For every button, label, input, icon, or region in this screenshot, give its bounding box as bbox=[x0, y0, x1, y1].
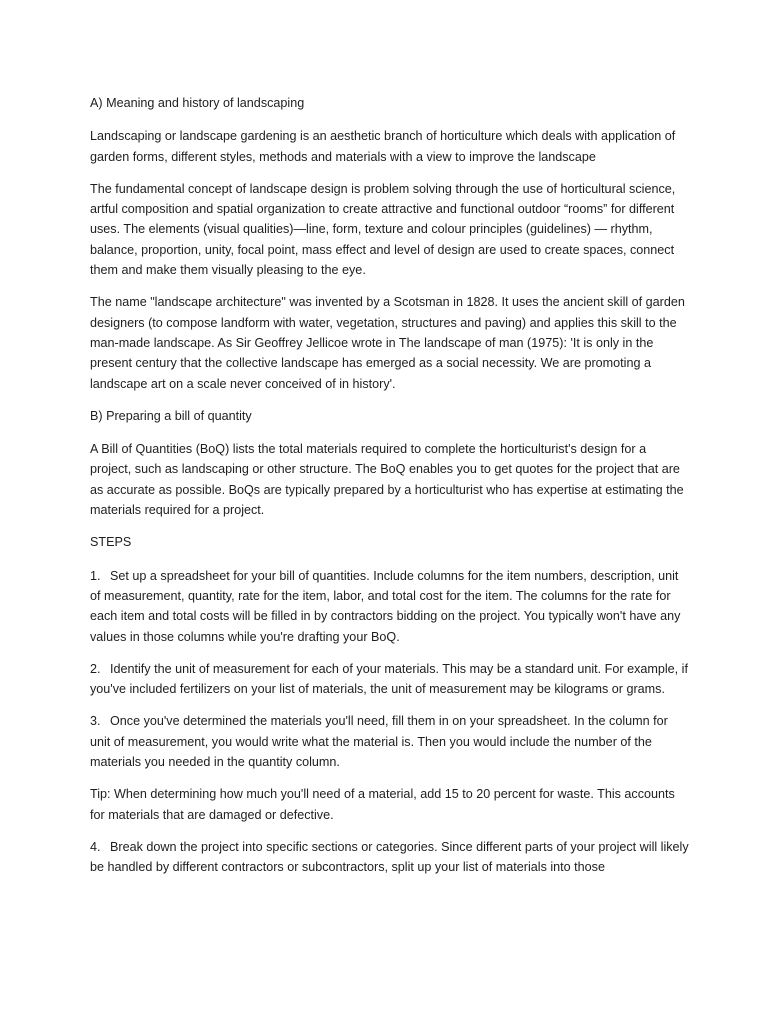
step-number: 3. bbox=[90, 714, 101, 729]
steps-heading: STEPS bbox=[90, 535, 132, 550]
paragraph-boq-intro: A Bill of Quantities (BoQ) lists the total materials required to complete the horticulturist's design for a project, such as landscaping or other structure. The BoQ enables you to get quotes for the project that are as accurate as possible. BoQs are typically prepared by a horticulturist who has expertise at estimating the materials required for a project. bbox=[90, 442, 684, 518]
step-number: 2. bbox=[90, 661, 101, 676]
step-2 bbox=[90, 659, 690, 700]
step-number: 4. bbox=[90, 839, 101, 854]
paragraph-landscaping-definition: Landscaping or landscape gardening is an aesthetic branch of horticulture which deals with application of garden forms, different styles, methods and materials with a view to improve the landscape bbox=[90, 129, 676, 164]
section-b-heading: B) Preparing a bill of quantity bbox=[90, 408, 252, 423]
paragraph-landscape-architecture-history: The name "landscape architecture" was invented by a Scotsman in 1828. It uses the ancient skill of garden designers (to compose landform with water, vegetation, structures and paving) and applies this skill to the man-made landscape. As Sir Geoffrey Jellicoe wrote in The landscape of man (1975): 'It is only in the present century that the collective landscape has emerged as a social necessity. We are promoting a landscape art on a scale never conceived of in history'. bbox=[90, 295, 685, 391]
step-number: 1. bbox=[90, 568, 101, 583]
step-1 bbox=[90, 566, 690, 647]
step-text: Once you've determined the materials you'll need, fill them in on your spreadsheet. In the column for unit of measurement, you would write what the material is. Then you would include the number of the materials you needed in the quantity column. bbox=[90, 714, 668, 770]
step-text: Break down the project into specific sections or categories. Since different parts of your project will likely be handled by different contractors or subcontractors, split up your list of materials into those bbox=[90, 839, 689, 875]
waste-tip: Tip: When determining how much you'll need of a material, add 15 to 20 percent for waste. This accounts for materials that are damaged or defective. bbox=[90, 787, 675, 822]
section-a-heading: A) Meaning and history of landscaping bbox=[90, 96, 305, 110]
step-text: Identify the unit of measurement for each of your materials. This may be a standard unit. For example, if you've included fertilizers on your list of materials, the unit of measurement may be kilograms or grams. bbox=[90, 661, 688, 697]
step-3 bbox=[90, 711, 690, 772]
step-4 bbox=[90, 837, 690, 878]
step-text: Set up a spreadsheet for your bill of quantities. Include columns for the item numbers, description, unit of measurement, quantity, rate for the item, labor, and total cost for the item. The columns for the rate for each item and total costs will be filled in by contractors bidding on the project. You typically won't have any values in those columns while you're drafting your BoQ. bbox=[90, 568, 681, 644]
paragraph-landscape-design-concept: The fundamental concept of landscape design is problem solving through the use of horticultural science, artful composition and spatial organization to create attractive and functional outdoor “rooms” for different uses. The elements (visual qualities)—line, form, texture and colour principles (guidelines) — rhythm, balance, proportion, unity, focal point, mass effect and level of design are used to create spaces, connect them and make them visually pleasing to the eye. bbox=[90, 181, 676, 278]
document-body bbox=[90, 93, 690, 890]
